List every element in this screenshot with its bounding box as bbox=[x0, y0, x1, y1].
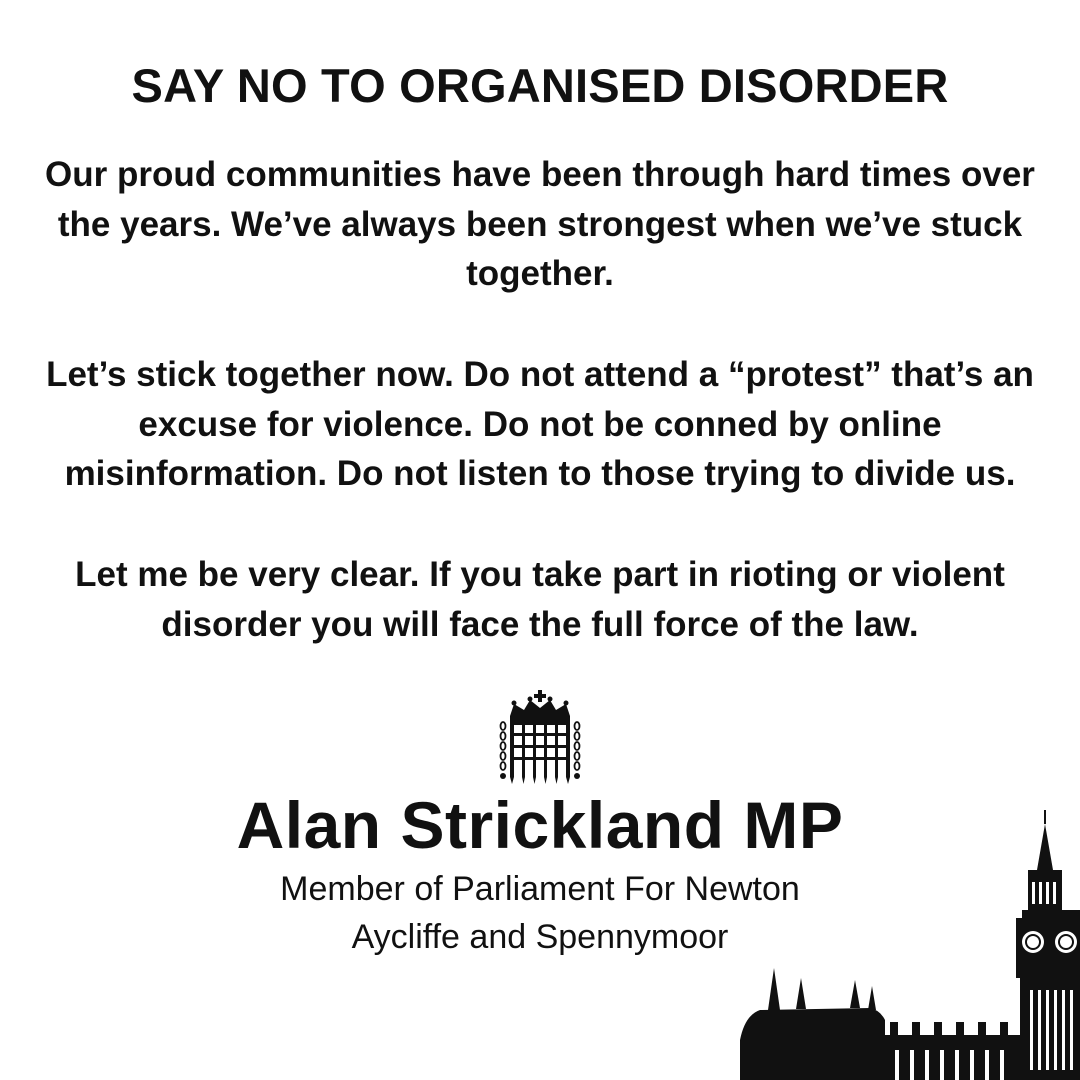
paragraph-warning: Let me be very clear. If you take part in rioting or violent disorder you will face the full force of the law. bbox=[75, 555, 1005, 644]
big-ben-skyline-icon bbox=[740, 810, 1080, 1080]
paragraph-stick-together: Let’s stick together now. Do not attend a “protest” that’s an excuse for violence. Do not be conned by online misinformation. Do not listen to those trying to divide us. bbox=[46, 355, 1034, 493]
portcullis-icon bbox=[498, 690, 582, 784]
mp-name: Alan Strickland MP bbox=[236, 788, 844, 862]
role-line-2: Aycliffe and Spennymoor bbox=[351, 918, 729, 956]
headline: SAY NO TO ORGANISED DISORDER bbox=[131, 59, 949, 112]
role-line-1: Member of Parliament For Newton bbox=[280, 870, 800, 908]
paragraph-communities: Our proud communities have been through hard times over the years. We’ve always been strongest when we’ve stuck together. bbox=[45, 155, 1035, 293]
